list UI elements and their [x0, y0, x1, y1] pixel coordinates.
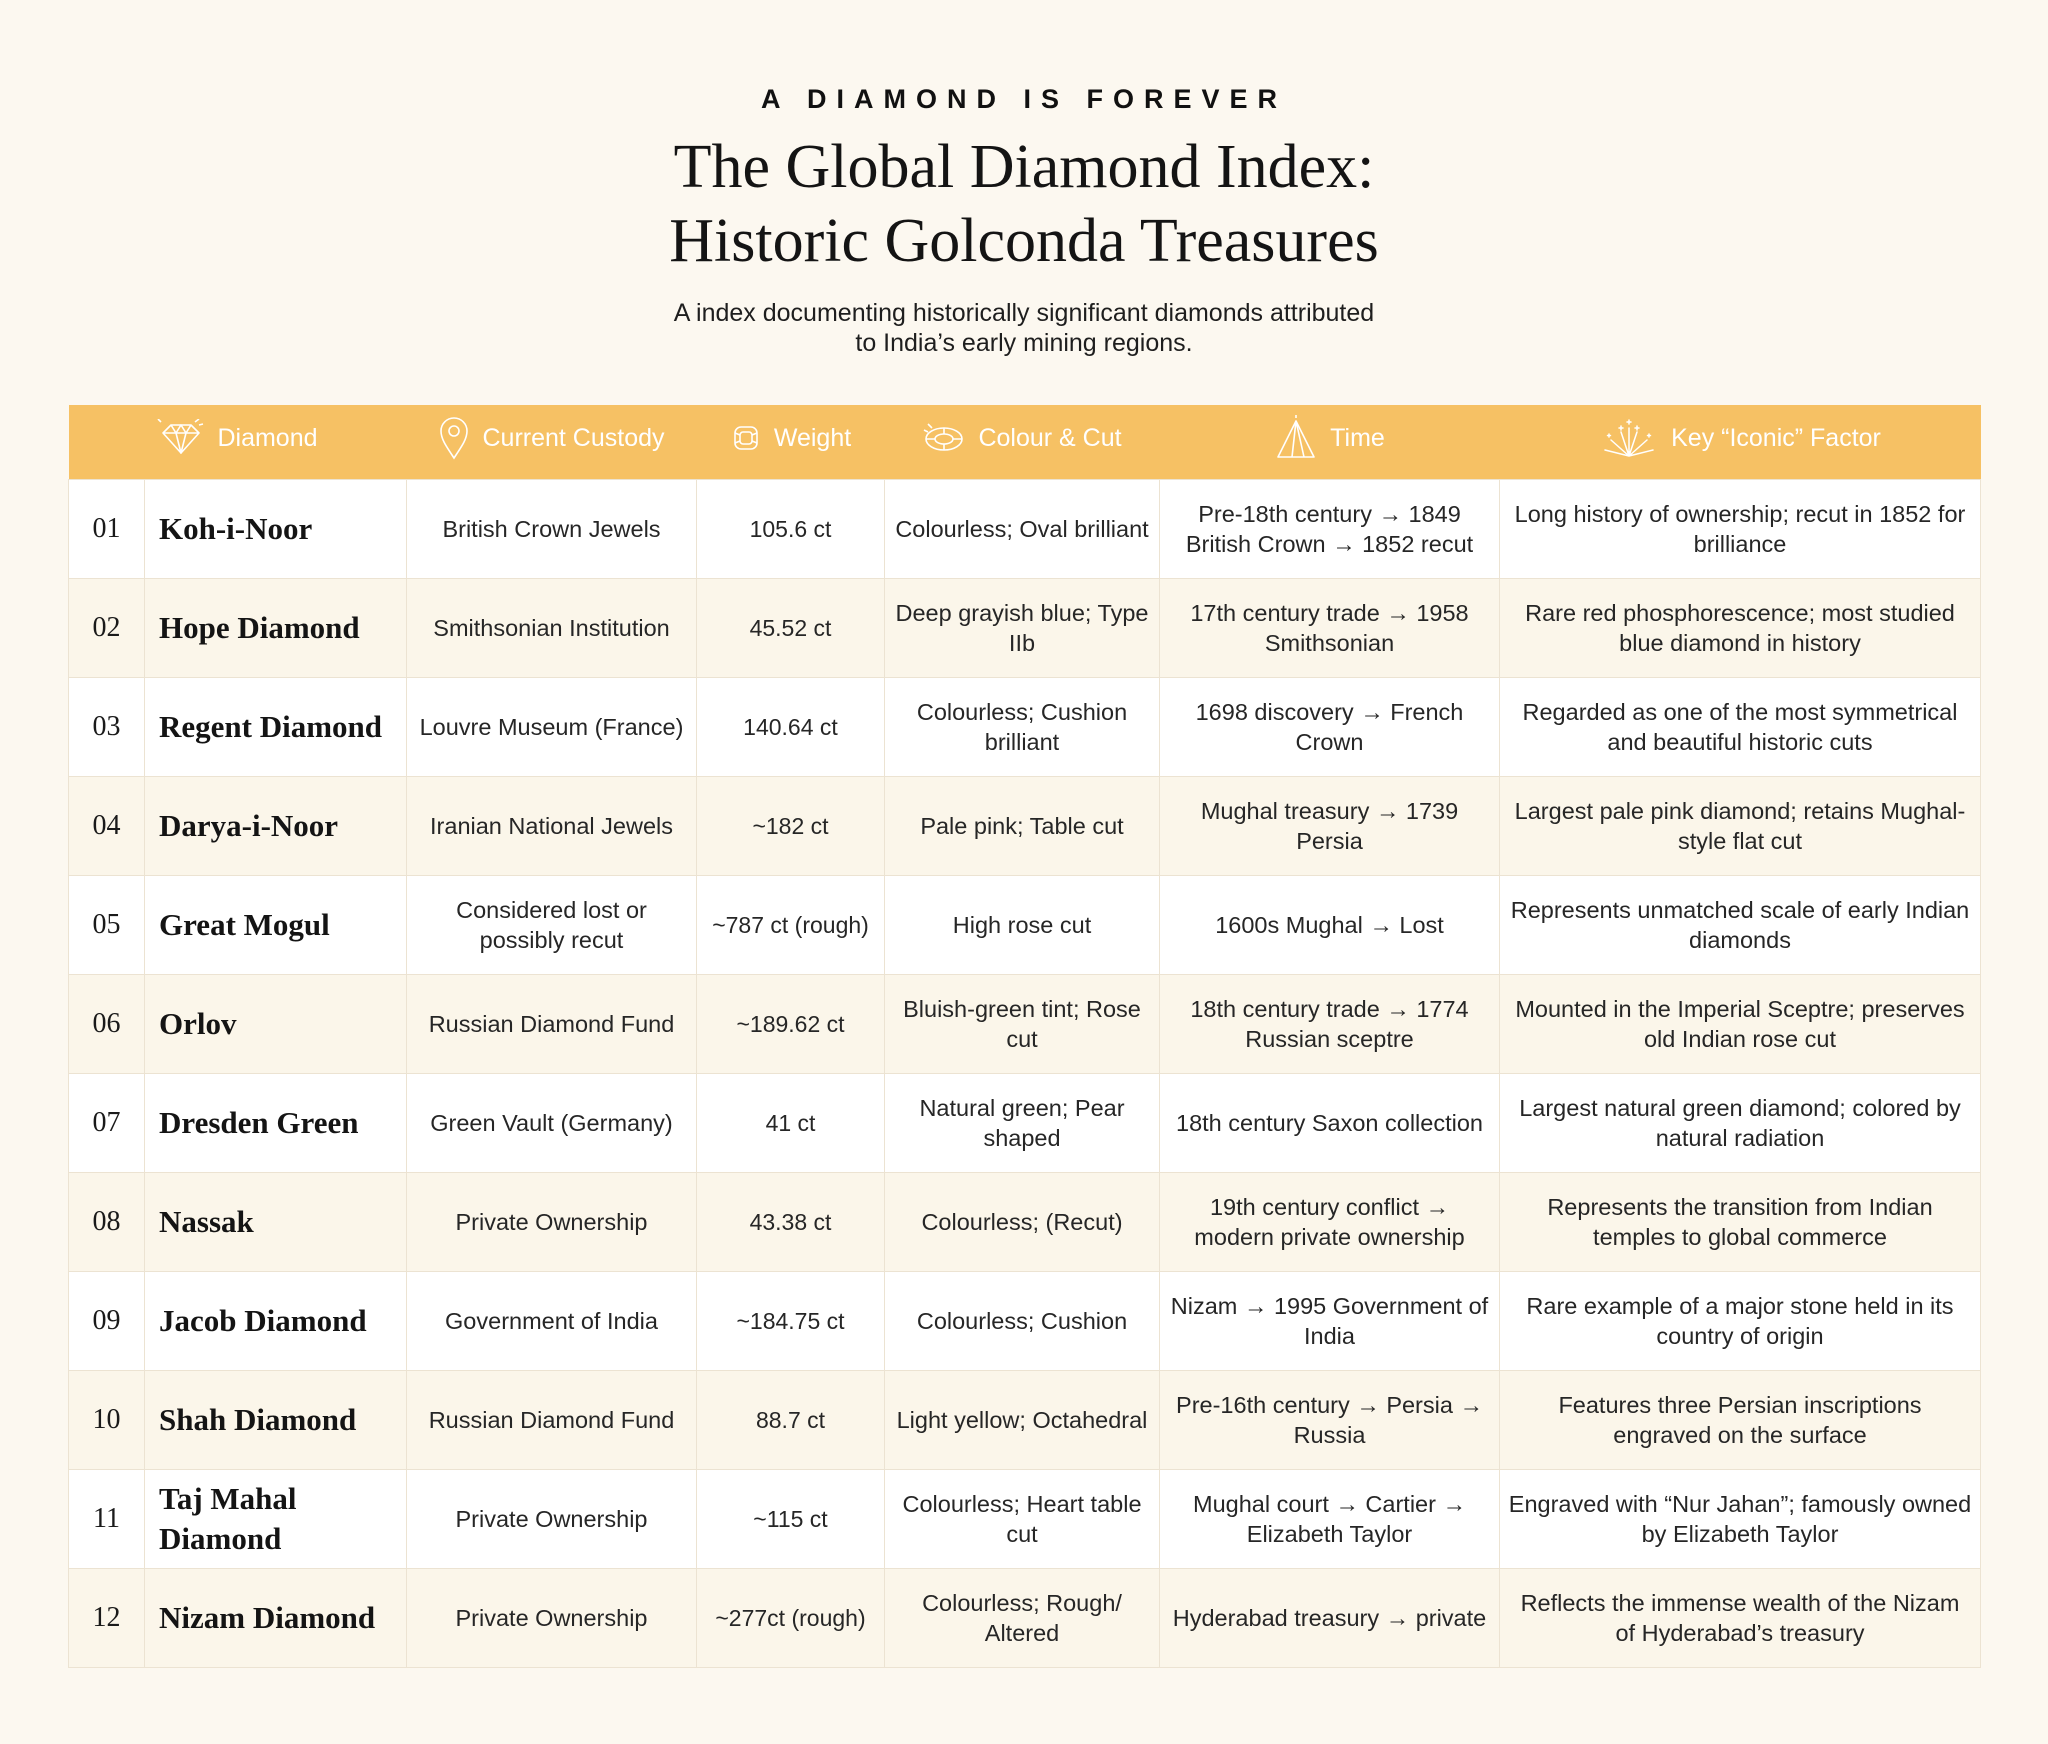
colour-cut: Pale pink; Table cut: [885, 776, 1160, 875]
colour-cut: Colourless; (Recut): [885, 1172, 1160, 1271]
time: 1698 discovery → French Crown: [1160, 677, 1500, 776]
iconic-factor: Regarded as one of the most symmetrical and beautiful historic cuts: [1500, 677, 1981, 776]
weight: ~787 ct (rough): [697, 875, 885, 974]
title-line-2: Historic Golconda Treasures: [669, 207, 1379, 275]
row-number: 08: [69, 1172, 145, 1271]
table-row: [69, 974, 1981, 1073]
table-header-row: [69, 405, 1981, 479]
row-number: 03: [69, 677, 145, 776]
time: 17th century trade → 1958 Smithsonian: [1160, 578, 1500, 677]
time: 19th century conflict → modern private ownership: [1160, 1172, 1500, 1271]
table-row: [69, 1370, 1981, 1469]
location-pin-icon: [438, 416, 470, 460]
weight: 41 ct: [697, 1073, 885, 1172]
current-custody: Considered lost or possibly recut: [407, 875, 697, 974]
table-row: [69, 1172, 1981, 1271]
diamond-table: [68, 405, 1981, 1668]
time: 18th century trade → 1774 Russian sceptre: [1160, 974, 1500, 1073]
subtitle-line-2: to India’s early mining regions.: [855, 329, 1193, 357]
table-row: [69, 1271, 1981, 1370]
colour-cut: Bluish-green tint; Rose cut: [885, 974, 1160, 1073]
row-number: 09: [69, 1271, 145, 1370]
time: Pre-16th century → Persia → Russia: [1160, 1370, 1500, 1469]
time: Nizam → 1995 Government of India: [1160, 1271, 1500, 1370]
iconic-factor: Represents unmatched scale of early Indian diamonds: [1500, 875, 1981, 974]
column-header-custody: [407, 405, 697, 479]
current-custody: Private Ownership: [407, 1172, 697, 1271]
row-number: 12: [69, 1568, 145, 1667]
colour-cut: Colourless; Oval brilliant: [885, 479, 1160, 578]
row-number: 06: [69, 974, 145, 1073]
current-custody: Louvre Museum (France): [407, 677, 697, 776]
table-row: [69, 479, 1981, 578]
diamond-name: Darya-i-Noor: [145, 776, 407, 875]
weight: 43.38 ct: [697, 1172, 885, 1271]
pyramid-icon: [1274, 415, 1318, 461]
time: 1600s Mughal → Lost: [1160, 875, 1500, 974]
diamond-name: Orlov: [145, 974, 407, 1073]
table-row: [69, 1073, 1981, 1172]
time: Mughal court → Cartier → Elizabeth Taylor: [1160, 1469, 1500, 1568]
diamond-name: Dresden Green: [145, 1073, 407, 1172]
current-custody: Iranian National Jewels: [407, 776, 697, 875]
column-header-diamond: [69, 405, 407, 479]
weight: ~182 ct: [697, 776, 885, 875]
table-row: [69, 1568, 1981, 1667]
iconic-factor: Features three Persian inscriptions engraved on the surface: [1500, 1370, 1981, 1469]
subtitle: [574, 298, 1474, 358]
column-label: Current Custody: [482, 423, 665, 452]
colour-cut: High rose cut: [885, 875, 1160, 974]
subtitle-line-1: A index documenting historically significant diamonds attributed: [673, 299, 1375, 327]
column-label: Time: [1330, 423, 1385, 452]
kicker: A DIAMOND IS FOREVER: [760, 84, 1288, 114]
time: Mughal treasury → 1739 Persia: [1160, 776, 1500, 875]
row-number: 04: [69, 776, 145, 875]
colour-cut: Colourless; Heart table cut: [885, 1469, 1160, 1568]
column-label: Diamond: [217, 423, 318, 452]
current-custody: Russian Diamond Fund: [407, 974, 697, 1073]
diamond-name: Hope Diamond: [145, 578, 407, 677]
current-custody: British Crown Jewels: [407, 479, 697, 578]
column-label: Weight: [773, 423, 852, 452]
column-header-weight: [697, 405, 885, 479]
iconic-factor: Long history of ownership; recut in 1852 for brilliance: [1500, 479, 1981, 578]
iconic-factor: Engraved with “Nur Jahan”; famously owned by Elizabeth Taylor: [1500, 1469, 1981, 1568]
diamond-icon: [157, 419, 205, 457]
colour-cut: Light yellow; Octahedral: [885, 1370, 1160, 1469]
diamond-name: Taj Mahal Diamond: [145, 1469, 407, 1568]
iconic-factor: Largest pale pink diamond; retains Mughal-style flat cut: [1500, 776, 1981, 875]
gem-weight-icon: [730, 422, 762, 454]
page-title: [0, 130, 2048, 278]
colour-cut: Colourless; Cushion: [885, 1271, 1160, 1370]
gem-cut-icon: [922, 422, 966, 454]
current-custody: Private Ownership: [407, 1568, 697, 1667]
row-number: 11: [69, 1469, 145, 1568]
column-header-time: [1160, 405, 1500, 479]
colour-cut: Natural green; Pear shaped: [885, 1073, 1160, 1172]
diamond-name: Shah Diamond: [145, 1370, 407, 1469]
time: Pre-18th century → 1849 British Crown → 1852 recut: [1160, 479, 1500, 578]
colour-cut: Colourless; Rough/ Altered: [885, 1568, 1160, 1667]
column-header-iconic-factor: [1500, 405, 1981, 479]
table-row: [69, 776, 1981, 875]
column-label: Key “Iconic” Factor: [1671, 423, 1881, 452]
diamond-name: Regent Diamond: [145, 677, 407, 776]
current-custody: Smithsonian Institution: [407, 578, 697, 677]
diamond-name: Nizam Diamond: [145, 1568, 407, 1667]
table-row: [69, 677, 1981, 776]
weight: ~115 ct: [697, 1469, 885, 1568]
column-label: Colour & Cut: [978, 423, 1122, 452]
row-number: 07: [69, 1073, 145, 1172]
current-custody: Russian Diamond Fund: [407, 1370, 697, 1469]
iconic-factor: Rare example of a major stone held in its country of origin: [1500, 1271, 1981, 1370]
iconic-factor: Largest natural green diamond; colored by natural radiation: [1500, 1073, 1981, 1172]
title-line-1: The Global Diamond Index:: [673, 133, 1375, 201]
table-row: [69, 1469, 1981, 1568]
sparkle-icon: [1599, 418, 1659, 458]
weight: 105.6 ct: [697, 479, 885, 578]
diamond-name: Jacob Diamond: [145, 1271, 407, 1370]
row-number: 10: [69, 1370, 145, 1469]
weight: 88.7 ct: [697, 1370, 885, 1469]
row-number: 05: [69, 875, 145, 974]
diamond-name: Koh-i-Noor: [145, 479, 407, 578]
weight: ~189.62 ct: [697, 974, 885, 1073]
weight: 140.64 ct: [697, 677, 885, 776]
row-number: 02: [69, 578, 145, 677]
table-row: [69, 578, 1981, 677]
iconic-factor: Mounted in the Imperial Sceptre; preserves old Indian rose cut: [1500, 974, 1981, 1073]
current-custody: Green Vault (Germany): [407, 1073, 697, 1172]
time: 18th century Saxon collection: [1160, 1073, 1500, 1172]
iconic-factor: Rare red phosphorescence; most studied blue diamond in history: [1500, 578, 1981, 677]
weight: ~277ct (rough): [697, 1568, 885, 1667]
diamond-name: Nassak: [145, 1172, 407, 1271]
weight: ~184.75 ct: [697, 1271, 885, 1370]
colour-cut: Colourless; Cushion brilliant: [885, 677, 1160, 776]
column-header-colour-cut: [885, 405, 1160, 479]
iconic-factor: Represents the transition from Indian temples to global commerce: [1500, 1172, 1981, 1271]
iconic-factor: Reflects the immense wealth of the Nizam of Hyderabad’s treasury: [1500, 1568, 1981, 1667]
diamond-name: Great Mogul: [145, 875, 407, 974]
colour-cut: Deep grayish blue; Type IIb: [885, 578, 1160, 677]
row-number: 01: [69, 479, 145, 578]
current-custody: Government of India: [407, 1271, 697, 1370]
weight: 45.52 ct: [697, 578, 885, 677]
time: Hyderabad treasury → private: [1160, 1568, 1500, 1667]
current-custody: Private Ownership: [407, 1469, 697, 1568]
table-row: [69, 875, 1981, 974]
